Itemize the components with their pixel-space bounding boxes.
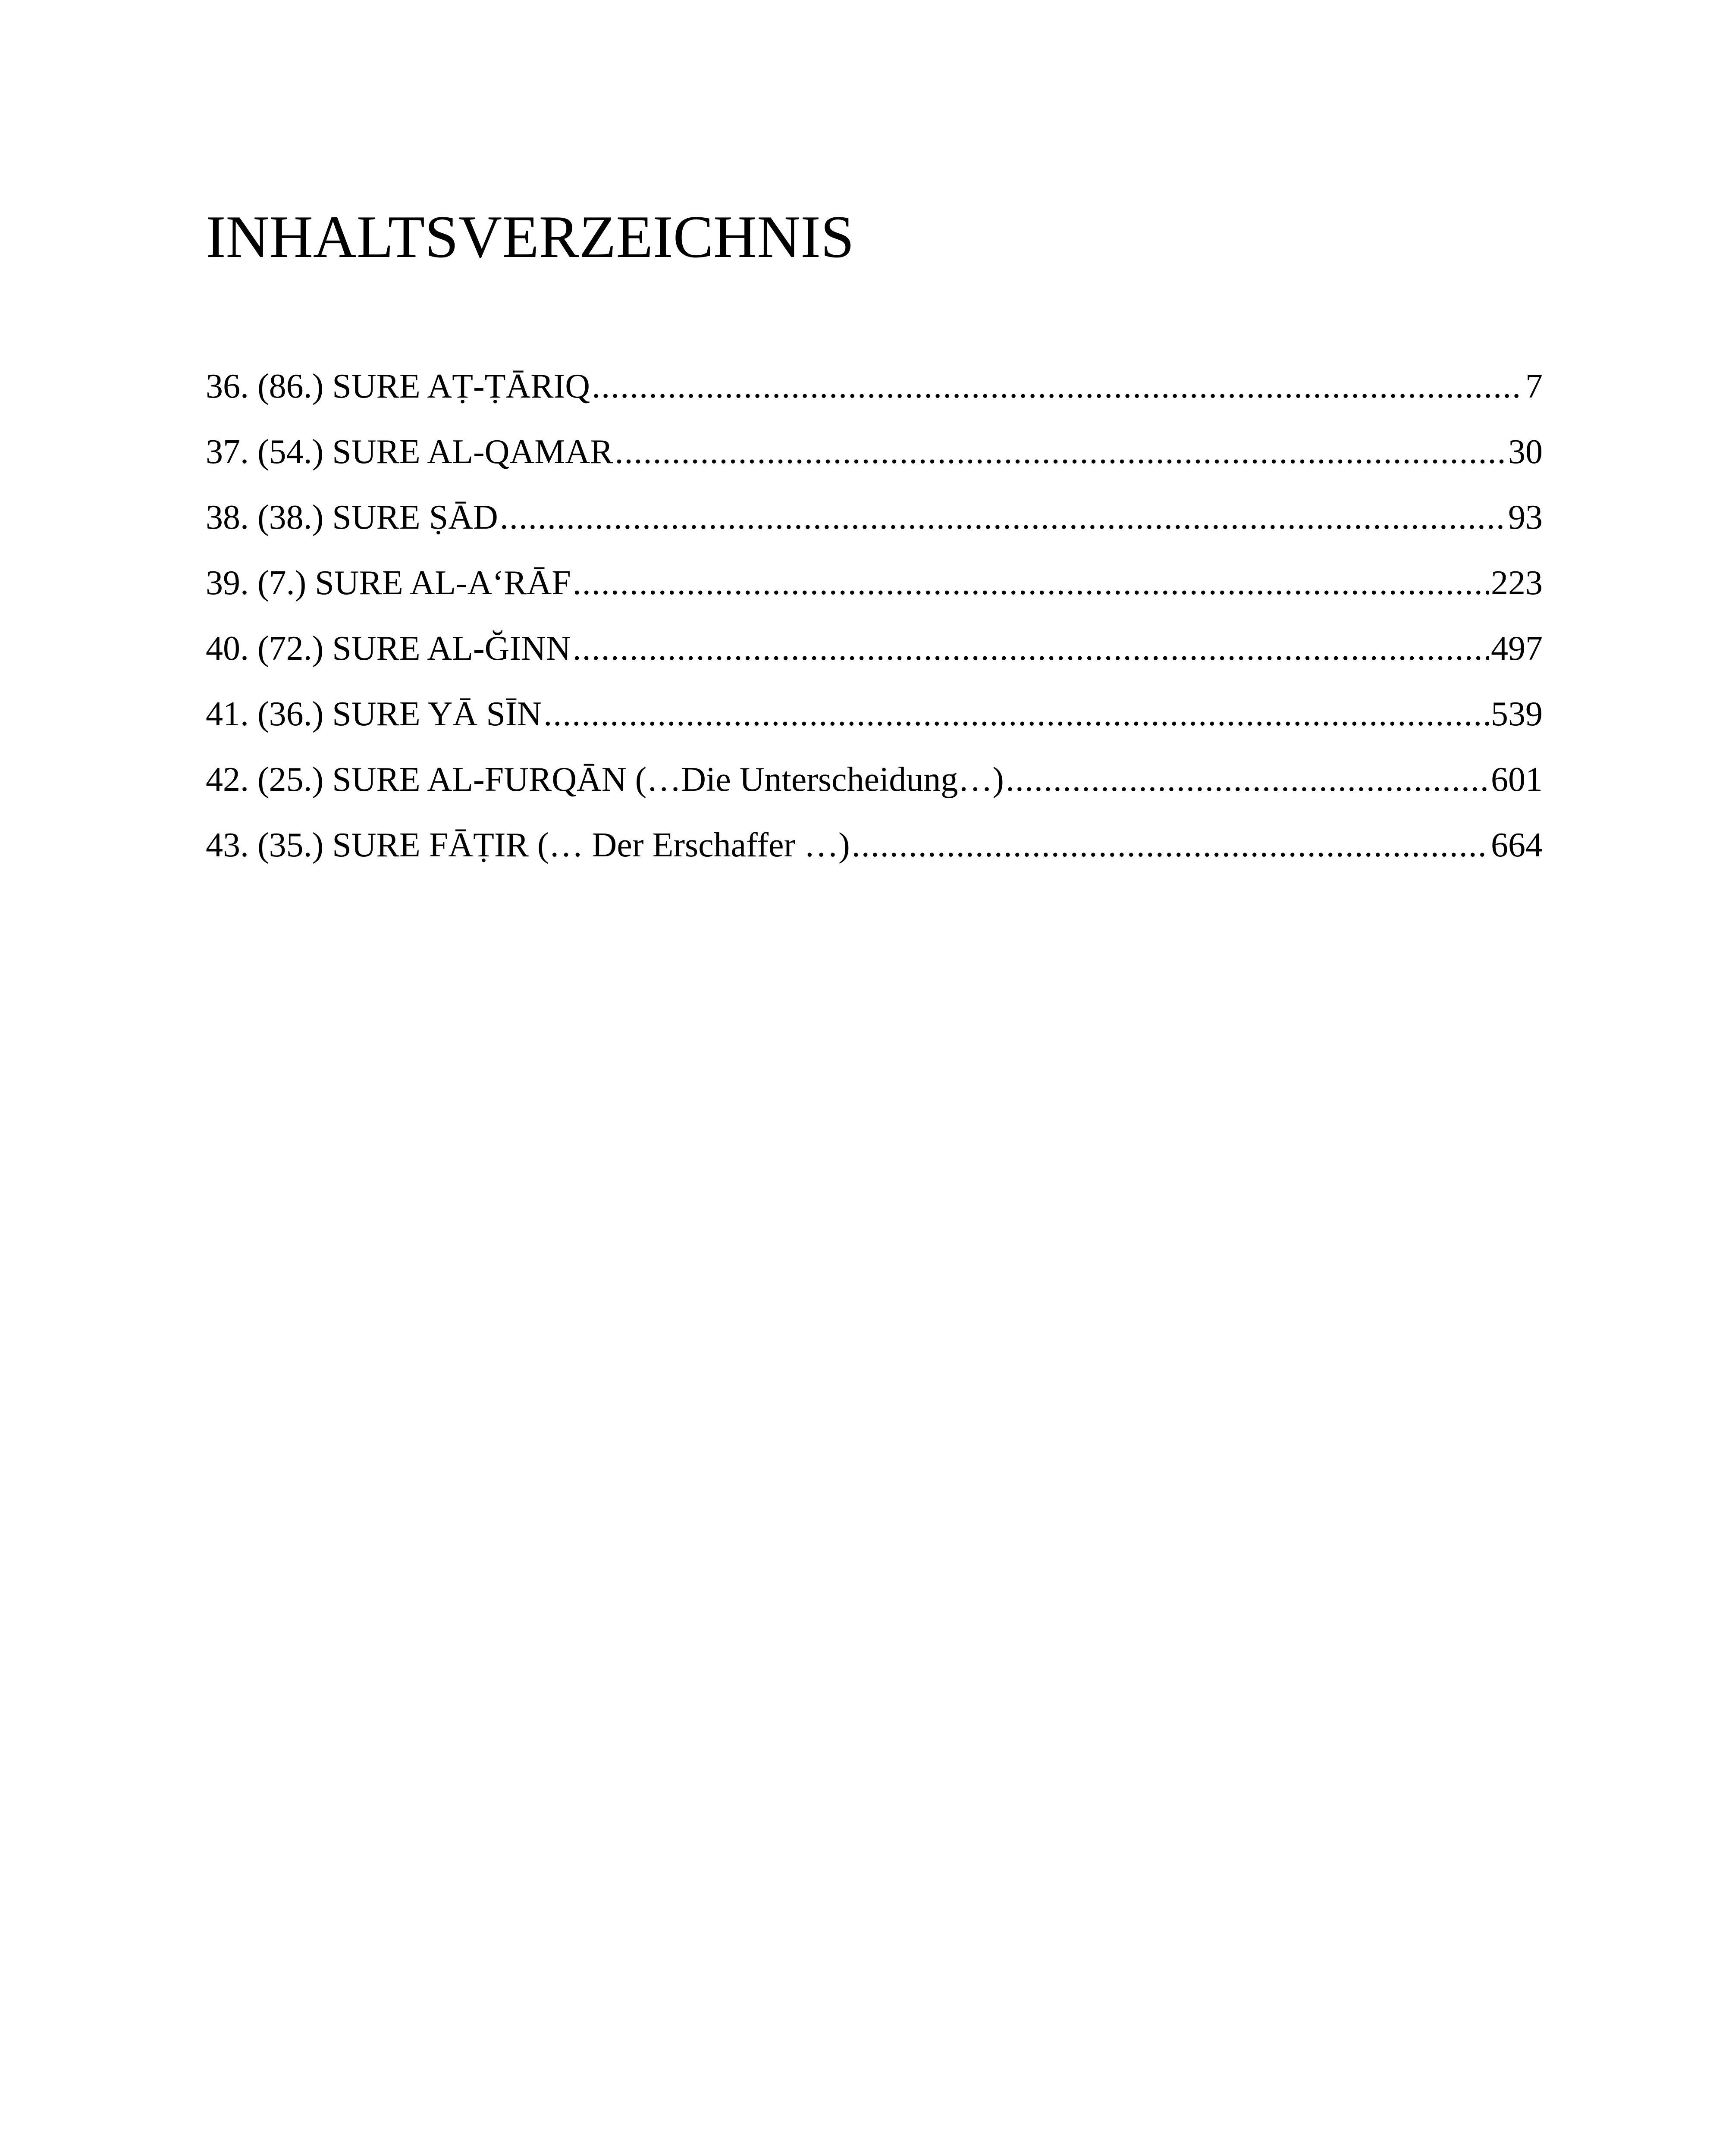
toc-entry[interactable]	[206, 747, 1543, 812]
dot-leader	[543, 681, 1489, 747]
toc-entry[interactable]	[206, 616, 1543, 681]
toc-entry[interactable]	[206, 354, 1543, 419]
toc-entry-title: 43. (35.) SURE FĀṬIR (… Der Erschaffer …)	[206, 826, 850, 864]
dot-leader	[592, 354, 1524, 419]
toc-entry[interactable]	[206, 812, 1543, 878]
dot-leader	[573, 550, 1489, 616]
toc-page-number: 223	[1491, 564, 1543, 602]
dot-leader	[852, 812, 1489, 878]
toc-entry-title: 37. (54.) SURE AL-QAMAR	[206, 433, 613, 471]
toc-entry-title: 42. (25.) SURE AL-FURQĀN (…Die Unterscheidung…)	[206, 761, 1004, 799]
toc-page-number: 664	[1491, 826, 1543, 864]
page-title: INHALTSVERZEICHNIS	[206, 204, 854, 270]
dot-leader	[573, 616, 1489, 681]
toc-entry-title: 38. (38.) SURE ṢĀD	[206, 498, 498, 536]
dot-leader	[500, 485, 1506, 550]
dot-leader	[615, 419, 1506, 485]
toc-entry[interactable]	[206, 681, 1543, 747]
toc-page-number: 30	[1508, 433, 1543, 471]
toc-entry[interactable]	[206, 550, 1543, 616]
toc-page-number: 601	[1491, 761, 1543, 799]
toc-entry-title: 36. (86.) SURE AṬ-ṬĀRIQ	[206, 367, 590, 405]
toc-page-number: 7	[1525, 367, 1543, 405]
toc-page-number: 497	[1491, 630, 1543, 667]
toc-entry[interactable]	[206, 419, 1543, 485]
toc-entry-title: 41. (36.) SURE YĀ SĪN	[206, 695, 542, 733]
toc-page-number: 93	[1508, 498, 1543, 536]
table-of-contents	[206, 354, 1543, 878]
toc-page-number: 539	[1491, 695, 1543, 733]
toc-entry-title: 39. (7.) SURE AL-A‘RĀF	[206, 564, 571, 602]
toc-entry-title: 40. (72.) SURE AL-ĞINN	[206, 630, 571, 667]
dot-leader	[1006, 747, 1489, 812]
toc-entry[interactable]	[206, 485, 1543, 550]
